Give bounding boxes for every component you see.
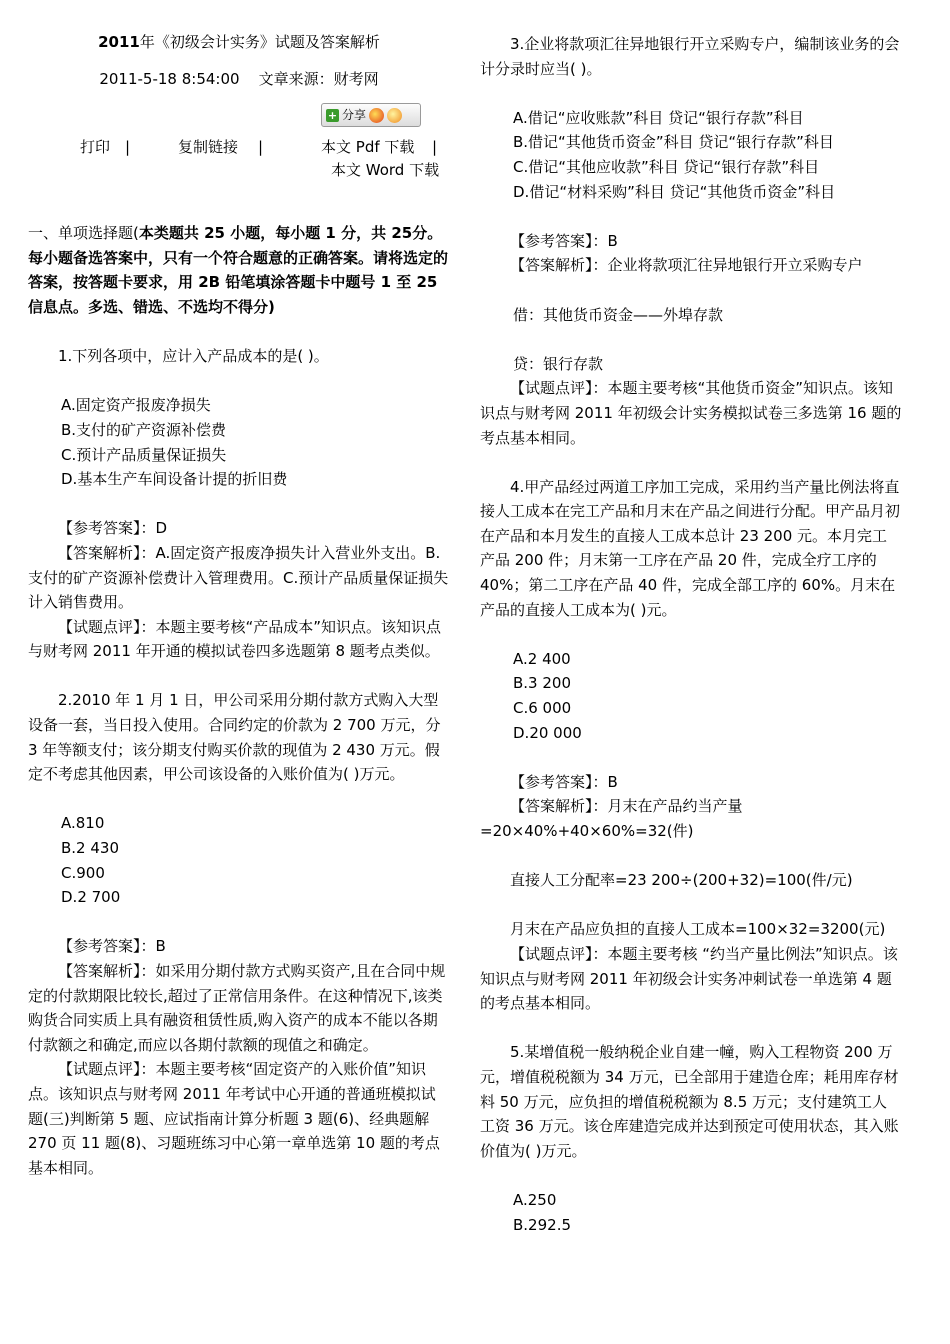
answer-analysis: 【答案解析】：A.固定资产报废净损失计入营业外支出。B.支付的矿产资源补偿费计入管理费用。C.预计产品质量保证损失计入销售费用。 xyxy=(28,543,449,612)
question-option: C.预计产品质量保证损失 xyxy=(61,445,227,464)
page-title: 2011年《初级会计实务》试题及答案解析 xyxy=(98,33,380,51)
question-option: B.3 200 xyxy=(513,674,572,693)
question-5-stem: 5.某增值税一般纳税企业自建一幢，购入工程物资 200 万元，增值税税额为 34 万元，已全部用于建造仓库；耗用库存材料 50 万元，应负担的增值税税额为 8.5 万元；支付建筑工人工资 36 万元。该仓库建造完成并达到预定可使用状态，其入账价值为( )万元。 xyxy=(480,1043,899,1160)
question-review: 【试题点评】：本题主要考核“产品成本”知识点。该知识点与财考网 2011 年开通的模拟试卷四多选题第 8 题考点类似。 xyxy=(28,617,442,661)
journal-debit: 借：其他货币资金——外埠存款 xyxy=(513,305,724,324)
pdf-download-link[interactable]: 本文 Pdf 下载 xyxy=(321,138,415,157)
reference-answer: 【参考答案】：B xyxy=(510,231,618,250)
question-option: D.借记“材料采购”科目 贷记“其他货币资金”科目 xyxy=(513,182,836,201)
question-review: 【试题点评】：本题主要考核 “约当产量比例法”知识点。该知识点与财考网 2011 年初级会计实务冲刺试卷一单选第 4 题的考点基本相同。 xyxy=(480,944,898,1013)
article-meta xyxy=(28,67,450,92)
article-toolbar xyxy=(28,133,450,183)
question-option: A.250 xyxy=(513,1190,557,1209)
question-option: A.固定资产报废净损失 xyxy=(61,396,211,415)
question-3-stem: 3.企业将款项汇往异地银行开立采购专户，编制该业务的会计分录时应当( )。 xyxy=(480,35,900,78)
share-button[interactable]: + 分享 xyxy=(321,103,421,127)
answer-analysis: 【答案解析】：月末在产品约当产量=20×40%+40×60%=32(件) xyxy=(480,797,743,840)
question-option: B.借记“其他货币资金”科目 贷记“银行存款”科目 xyxy=(513,133,834,152)
publish-date: 2011-5-18 8:54:00 xyxy=(99,69,240,88)
question-option: B.292.5 xyxy=(513,1215,572,1234)
reference-answer: 【参考答案】：D xyxy=(58,519,168,538)
question-option: C.900 xyxy=(61,863,105,882)
qzone-icon[interactable] xyxy=(387,108,402,123)
toolbar-separator: | xyxy=(125,138,131,157)
question-option: C.6 000 xyxy=(513,699,572,718)
print-link[interactable]: 打印 xyxy=(80,138,111,157)
toolbar-separator: | xyxy=(258,138,264,157)
question-option: A.2 400 xyxy=(513,649,571,668)
question-review: 【试题点评】：本题主要考核“固定资产的入账价值”知识点。该知识点与财考网 2011 年考试中心开通的普通班模拟试题(三)判断第 5 题、应试指南计算分析题 3 题(6)、经典题解 270 页 11 题(8)、习题班练习中心第一章单选第 10 题的考点基本相同。 xyxy=(28,1060,440,1177)
question-4-stem: 4.甲产品经过两道工序加工完成，采用约当产量比例法将直接人工成本在完工产品和月末在产品之间进行分配。甲产品月初在产品和本月发生的直接人工成本总计 23 200 元。本月完工产品 200 件；月末第一工序在产品 20 件，完成全疗工序的 40%；第二工序在产品 40 件，完成全部工序的 60%。月末在产品的直接人工成本为( )元。 xyxy=(480,477,901,619)
weibo-icon[interactable] xyxy=(369,108,384,123)
reference-answer: 【参考答案】：B xyxy=(510,772,618,791)
question-review: 【试题点评】：本题主要考核“其他货币资金”知识点。该知识点与财考网 2011 年初级会计实务模拟试卷三多选第 16 题的考点基本相同。 xyxy=(480,379,902,447)
reference-answer: 【参考答案】：B xyxy=(58,937,166,956)
copy-link-link[interactable]: 复制链接 xyxy=(178,138,239,157)
question-option: A.810 xyxy=(61,814,105,833)
question-option: D.基本生产车间设备计提的折旧费 xyxy=(61,470,288,489)
left-column xyxy=(28,0,450,1180)
question-option: B.2 430 xyxy=(61,839,120,858)
section-intro: 一、单项选择题(本类题共 25 小题，每小题 1 分，共 25分。每小题备选答案中，只有一个符合题意的正确答案。请将选定的答案，按答题卡要求，用 2B 铅笔填涂答题卡中题号 1 至 25 信息点。多选、错选、不选均不得分) xyxy=(28,224,449,316)
question-1-stem: 1.下列各项中，应计入产品成本的是( )。 xyxy=(58,347,329,366)
answer-analysis: 【答案解析】：如采用分期付款方式购买资产,且在合同中规定的付款期限比较长,超过了正常信用条件。在这种情况下,该类购货合同实质上具有融资租赁性质,购入资产的成本不能以各期付款额之和确定,而应以各期付款额的现值之和确定。 xyxy=(28,962,446,1054)
article-source: 文章来源：财考网 xyxy=(258,69,379,88)
journal-credit: 贷：银行存款 xyxy=(513,354,604,373)
answer-analysis: 【答案解析】：企业将款项汇往异地银行开立采购专户 xyxy=(510,256,863,275)
word-download-link[interactable]: 本文 Word 下载 xyxy=(331,161,440,180)
question-option: D.20 000 xyxy=(513,723,582,742)
question-option: C.借记“其他应收款”科目 贷记“银行存款”科目 xyxy=(513,157,820,176)
toolbar-separator: | xyxy=(432,138,438,157)
wip-cost: 月末在产品应负担的直接人工成本=100×32=3200(元) xyxy=(510,920,886,939)
plus-icon: + xyxy=(327,108,338,122)
question-option: D.2 700 xyxy=(61,888,121,907)
question-option: B.支付的矿产资源补偿费 xyxy=(61,420,227,439)
question-option: A.借记“应收账款”科目 贷记“银行存款”科目 xyxy=(513,108,804,127)
question-2-stem: 2.2010 年 1 月 1 日，甲公司采用分期付款方式购入大型设备一套，当日投入使用。合同约定的价款为 2 700 万元，分 3 年等额支付；该分期支付购买价款的现值为 2 430 万元。假定不考虑其他因素，甲公司该设备的入账价值为( )万元。 xyxy=(28,691,441,784)
allocation-rate: 直接人工分配率=23 200÷(200+32)=100(件/元) xyxy=(510,871,853,890)
right-column xyxy=(480,0,902,1237)
